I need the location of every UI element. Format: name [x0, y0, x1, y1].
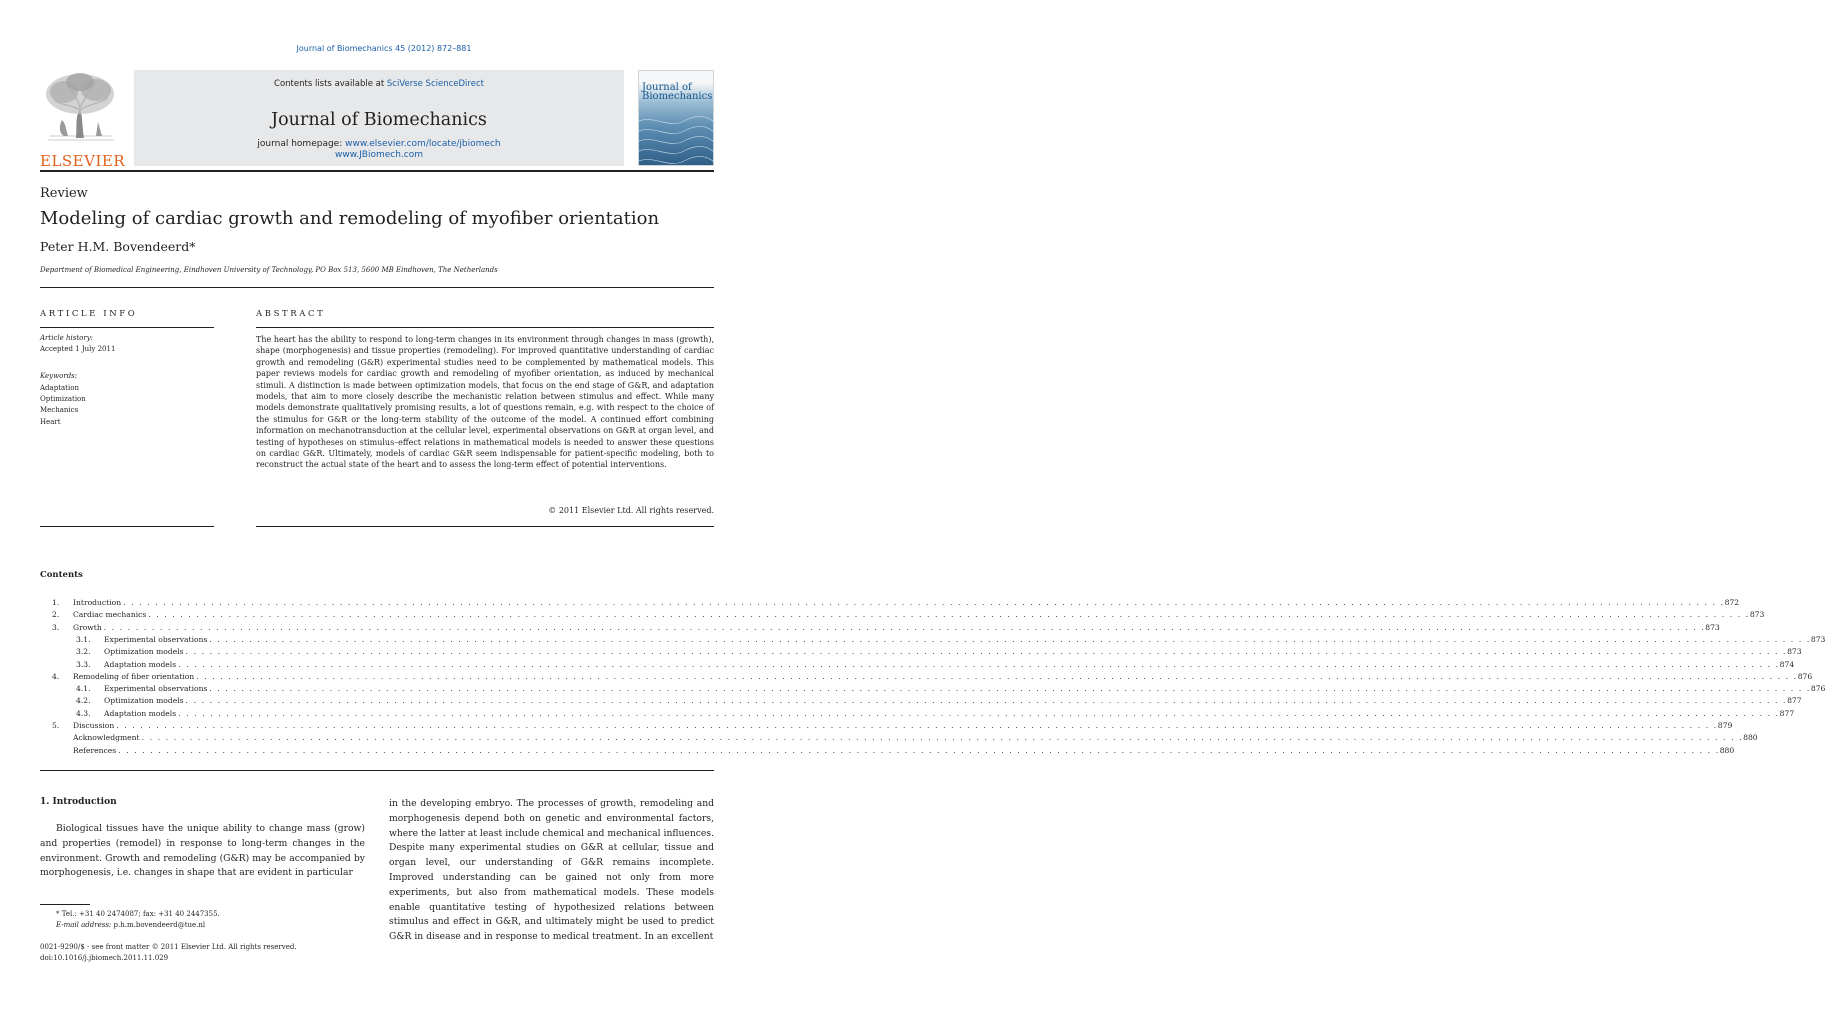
toc-subnumber: 3.3.	[76, 659, 91, 669]
contents-heading: Contents	[40, 570, 83, 580]
toc-title[interactable]: Introduction	[73, 598, 122, 607]
contents-bottom-rule	[40, 770, 714, 771]
author-affiliation: Department of Biomedical Engineering, Eindhoven University of Technology, PO Box 513, 5600 MB Eindhoven, The Netherlands	[40, 266, 498, 274]
toc-number: 1.	[52, 598, 60, 607]
toc-leader-dots: . . . . . . . . . . . . . . . . . . . . . . . . . . . . . . . . . . . . . . . . . . . . . . . . . . . . . . . . . . . . . . . . . . . . . . . . . . . . . . . . . . . . . . . . . . . . . . . . . . . . . . . . . . . . . . . . . . . . . . . . . . . . . . . . . . . . . . . . . . . . . . . . . . . . . . . . . . . . . . . . . . . . . . . . . . . . . . . . . . . . . . . . . . . . . . . . . . . . . . . .	[178, 708, 1780, 718]
keywords-label: Keywords:	[40, 372, 78, 380]
toc-subnumber: 4.3.	[76, 708, 91, 718]
homepage-link-jbiomech[interactable]: www.JBiomech.com	[335, 150, 423, 160]
abstract-heading: ABSTRACT	[256, 309, 326, 319]
toc-number: 4.	[52, 671, 60, 681]
author-footnote-mark[interactable]: *	[189, 239, 196, 254]
toc-entry[interactable]	[0, 683, 1825, 695]
keywords-list	[40, 383, 86, 428]
author-name[interactable]: Peter H.M. Bovendeerd	[40, 239, 190, 254]
cover-title: Journal of Biomechanics	[642, 82, 713, 102]
toc-page-number[interactable]: 876	[1810, 684, 1825, 694]
toc-page-number[interactable]: 873	[1787, 647, 1802, 657]
sciencedirect-link[interactable]: SciVerse ScienceDirect	[386, 79, 484, 89]
toc-leader-dots: . . . . . . . . . . . . . . . . . . . . . . . . . . . . . . . . . . . . . . . . . . . . . . . . . . . . . . . . . . . . . . . . . . . . . . . . . . . . . . . . . . . . . . . . . . . . . . . . . . . . . . . . . . . . . . . . . . . . . . . . . . . . . . . . . . . . . . . . . . . . . . . . . . . . . . . . . . . . . . . . . . . . . . . . . . . . . . . . . . . . . . . . . . . . . . . . . . . . . . . .	[116, 721, 1718, 730]
footnote-rule	[40, 904, 90, 905]
toc-leader-dots: . . . . . . . . . . . . . . . . . . . . . . . . . . . . . . . . . . . . . . . . . . . . . . . . . . . . . . . . . . . . . . . . . . . . . . . . . . . . . . . . . . . . . . . . . . . . . . . . . . . . . . . . . . . . . . . . . . . . . . . . . . . . . . . . . . . . . . . . . . . . . . . . . . . . . . . . . . . . . . . . . . . . . . . . . . . . . . . . . . . . . . . . . . . . . . . . . . . . . . . .	[185, 696, 1788, 706]
toc-entry[interactable]	[0, 695, 1802, 707]
toc-entry[interactable]	[0, 720, 1733, 732]
toc-page-number[interactable]: 879	[1717, 721, 1733, 730]
footnote-email-line	[40, 920, 365, 931]
journal-cover-image[interactable]	[638, 70, 714, 166]
toc-entry[interactable]	[0, 646, 1802, 658]
cover-pattern-icon	[639, 111, 715, 167]
toc-page-number[interactable]: 873	[1810, 634, 1825, 644]
history-label: Article history:	[40, 334, 94, 342]
elsevier-logo[interactable]	[40, 70, 126, 170]
article-info-heading: ARTICLE INFO	[40, 309, 138, 319]
abstract-bottom-rule	[256, 526, 714, 527]
abstract-copyright: © 2011 Elsevier Ltd. All rights reserved.	[548, 506, 714, 515]
footnote-phone: Tel.: +31 40 2474087; fax: +31 40 2447355.	[61, 910, 220, 918]
body-paragraph-left: Biological tissues have the unique ability to change mass (grow) and properties (remodel) in response to long-term changes in the environment. Growth and remodeling (G&R) may be accompanied by morphogenesis, i.e. changes in shape that are evident in particular	[40, 823, 365, 879]
journal-title: Journal of Biomechanics	[271, 110, 487, 130]
article-info-rule	[40, 327, 214, 328]
toc-leader-dots: . . . . . . . . . . . . . . . . . . . . . . . . . . . . . . . . . . . . . . . . . . . . . . . . . . . . . . . . . . . . . . . . . . . . . . . . . . . . . . . . . . . . . . . . . . . . . . . . . . . . . . . . . . . . . . . . . . . . . . . . . . . . . . . . . . . . . . . . . . . . . . . . . . . . . . . . . . . . . . . . . . . . . . . . . . . . . . . . . . . . . . . . . . . . . . . . . . . . . . . .	[178, 659, 1780, 669]
footnote-mark: *	[56, 910, 60, 918]
toc-entry[interactable]	[0, 745, 1735, 757]
toc-leader-dots: . . . . . . . . . . . . . . . . . . . . . . . . . . . . . . . . . . . . . . . . . . . . . . . . . . . . . . . . . . . . . . . . . . . . . . . . . . . . . . . . . . . . . . . . . . . . . . . . . . . . . . . . . . . . . . . . . . . . . . . . . . . . . . . . . . . . . . . . . . . . . . . . . . . . . . . . . . . . . . . . . . . . . . . . . . . . . . . . . . . . . . . . . . . . . . . . . . . . . . . .	[185, 647, 1788, 657]
contents-available-line	[134, 79, 624, 89]
footnote-contact-line	[40, 909, 365, 920]
toc-title[interactable]: Optimization models	[104, 696, 184, 706]
keyword-item[interactable]: Heart	[40, 417, 61, 426]
toc-title[interactable]: Growth	[73, 622, 102, 632]
toc-title[interactable]: Experimental observations	[104, 684, 208, 694]
toc-title[interactable]: Remodeling of fiber orientation	[73, 671, 195, 681]
elsevier-tree-icon	[40, 70, 122, 146]
elsevier-wordmark: ELSEVIER	[40, 152, 126, 170]
homepage-link-elsevier[interactable]: www.elsevier.com/locate/jbiomech	[345, 139, 501, 149]
toc-page-number[interactable]: 876	[1797, 671, 1813, 681]
keyword-item[interactable]: Mechanics	[40, 406, 79, 415]
toc-title[interactable]: Cardiac mechanics	[73, 610, 147, 620]
toc-title[interactable]: References	[73, 745, 117, 755]
abstract-rule	[256, 327, 714, 328]
footnote-email-link[interactable]: p.h.m.bovendeerd@tue.nl	[113, 921, 206, 929]
toc-number: 3.	[52, 622, 60, 632]
toc-page-number[interactable]: 872	[1724, 598, 1740, 607]
toc-number: 2.	[52, 610, 60, 620]
article-title: Modeling of cardiac growth and remodeling of myofiber orientation	[40, 208, 660, 229]
toc-title[interactable]: Experimental observations	[104, 634, 208, 644]
abstract-text: The heart has the ability to respond to long-term changes in its environment through changes in mass (growth), shape (morphogenesis) and tissue properties (remodeling). For improved quantitative understanding of cardiac growth and remodeling (G&R) experimental studies need to be complemented by mathematical models. This paper reviews models for cardiac growth and remodeling of myofiber orientation, as induced by mechanical stimuli. A distinction is made between optimization models, that focus on the end stage of G&R, and adaptation models, that aim to more closely describe the mechanistic relation between stimulus and effect. While many models demonstrate qualitatively promising results, a lot of questions remain, e.g. with respect to the choice of the stimulus for G&R or the long-term stability of the outcome of the model. A continued effort combining information on mechanotransduction at the cellular level, experimental observations on G&R at organ level, and testing of hypotheses on stimulus–effect relations in mathematical models is needed to answer these questions on cardiac G&R. Ultimately, models of cardiac G&R seem indispensable for patient-specific modeling, both to reconstruct the actual state of the heart and to assess the long-term effect of potential interventions.	[256, 335, 714, 470]
toc-subnumber: 3.2.	[76, 647, 91, 657]
toc-title[interactable]: Optimization models	[104, 647, 184, 657]
toc-subnumber: 4.2.	[76, 696, 91, 706]
toc-entry[interactable]	[0, 732, 1758, 744]
body-paragraph-right: in the developing embryo. The processes of growth, remodeling and morphogenesis depend both on genetic and environmental factors, where the latter at least include chemical and mechanical influences. Despite many experimental studies on G&R at cellular, tissue and organ level, our understanding of G&R remains incomplete. Improved understanding can be gained not only from more experiments, but also from mathematical models. These models enable quantitative testing of hypothesized relations between stimulus and effect in G&R, and ultimately might be used to predict G&R in disease and in response to medical treatment. In an excellent	[389, 798, 714, 943]
toc-entry[interactable]	[0, 622, 1720, 634]
toc-subnumber: 3.1.	[76, 634, 91, 644]
toc-leader-dots: . . . . . . . . . . . . . . . . . . . . . . . . . . . . . . . . . . . . . . . . . . . . . . . . . . . . . . . . . . . . . . . . . . . . . . . . . . . . . . . . . . . . . . . . . . . . . . . . . . . . . . . . . . . . . . . . . . . . . . . . . . . . . . . . . . . . . . . . . . . . . . . . . . . . . . . . . . . . . . . . . . . . . . . . . . . . . . . . . . . . . . . . . . . . . . . . . . . . . . . .	[103, 622, 1706, 632]
journal-citation-link[interactable]: Journal of Biomechanics 45 (2012) 872–881	[296, 44, 472, 53]
toc-leader-dots: . . . . . . . . . . . . . . . . . . . . . . . . . . . . . . . . . . . . . . . . . . . . . . . . . . . . . . . . . . . . . . . . . . . . . . . . . . . . . . . . . . . . . . . . . . . . . . . . . . . . . . . . . . . . . . . . . . . . . . . . . . . . . . . . . . . . . . . . . . . . . . . . . . . . . . . . . . . . . . . . . . . . . . . . . . . . . . . . . . . . . . . . . . . . . . . . . . . . . . . .	[141, 733, 1744, 743]
toc-page-number[interactable]: 877	[1787, 696, 1802, 706]
footnote-email-label: E-mail address:	[56, 921, 112, 929]
history-value: Accepted 1 July 2011	[40, 345, 116, 353]
journal-homepage	[134, 139, 624, 161]
section-heading-introduction: 1. Introduction	[40, 797, 117, 807]
toc-entry[interactable]	[0, 671, 1813, 683]
author-line	[40, 239, 195, 254]
toc-title[interactable]: Adaptation models	[104, 659, 177, 669]
toc-entry[interactable]	[0, 597, 1740, 609]
author-footnote	[40, 909, 365, 931]
toc-entry[interactable]	[0, 634, 1825, 646]
toc-entry[interactable]	[0, 609, 1765, 621]
toc-leader-dots: . . . . . . . . . . . . . . . . . . . . . . . . . . . . . . . . . . . . . . . . . . . . . . . . . . . . . . . . . . . . . . . . . . . . . . . . . . . . . . . . . . . . . . . . . . . . . . . . . . . . . . . . . . . . . . . . . . . . . . . . . . . . . . . . . . . . . . . . . . . . . . . . . . . . . . . . . . . . . . . . . . . . . . . . . . . . . . . . . . . . . . . . . . . . . . . . . . . . . . . .	[123, 598, 1725, 607]
toc-leader-dots: . . . . . . . . . . . . . . . . . . . . . . . . . . . . . . . . . . . . . . . . . . . . . . . . . . . . . . . . . . . . . . . . . . . . . . . . . . . . . . . . . . . . . . . . . . . . . . . . . . . . . . . . . . . . . . . . . . . . . . . . . . . . . . . . . . . . . . . . . . . . . . . . . . . . . . . . . . . . . . . . . . . . . . . . . . . . . . . . . . . . . . . . . . . . . . . . . . . . . . . .	[148, 610, 1750, 620]
toc-entry[interactable]	[0, 708, 1795, 720]
issn-line: 0021-9290/$ - see front matter © 2011 Elsevier Ltd. All rights reserved.	[40, 943, 297, 951]
toc-subnumber: 4.1.	[76, 684, 91, 694]
article-type: Review	[40, 186, 88, 201]
issn-doi-block	[40, 942, 297, 964]
header-rule	[40, 170, 714, 172]
toc-leader-dots: . . . . . . . . . . . . . . . . . . . . . . . . . . . . . . . . . . . . . . . . . . . . . . . . . . . . . . . . . . . . . . . . . . . . . . . . . . . . . . . . . . . . . . . . . . . . . . . . . . . . . . . . . . . . . . . . . . . . . . . . . . . . . . . . . . . . . . . . . . . . . . . . . . . . . . . . . . . . . . . . . . . . . . . . . . . . . . . . . . . . . . . . . . . . . . . . . . . . . . . .	[209, 684, 1811, 694]
toc-leader-dots: . . . . . . . . . . . . . . . . . . . . . . . . . . . . . . . . . . . . . . . . . . . . . . . . . . . . . . . . . . . . . . . . . . . . . . . . . . . . . . . . . . . . . . . . . . . . . . . . . . . . . . . . . . . . . . . . . . . . . . . . . . . . . . . . . . . . . . . . . . . . . . . . . . . . . . . . . . . . . . . . . . . . . . . . . . . . . . . . . . . . . . . . . . . . . . . . . . . . . . . .	[118, 745, 1720, 755]
title-divider	[40, 287, 714, 288]
toc-entry[interactable]	[0, 659, 1795, 671]
toc-page-number[interactable]: 873	[1705, 622, 1720, 632]
toc-title[interactable]: Discussion	[73, 721, 115, 730]
article-info-bottom-rule	[40, 526, 214, 527]
toc-leader-dots: . . . . . . . . . . . . . . . . . . . . . . . . . . . . . . . . . . . . . . . . . . . . . . . . . . . . . . . . . . . . . . . . . . . . . . . . . . . . . . . . . . . . . . . . . . . . . . . . . . . . . . . . . . . . . . . . . . . . . . . . . . . . . . . . . . . . . . . . . . . . . . . . . . . . . . . . . . . . . . . . . . . . . . . . . . . . . . . . . . . . . . . . . . . . . . . . . . . . . . . .	[209, 634, 1811, 644]
toc-number: 5.	[52, 721, 60, 730]
toc-page-number[interactable]: 880	[1719, 745, 1735, 755]
doi-link[interactable]: doi:10.1016/j.jbiomech.2011.11.029	[40, 954, 169, 962]
contents-prefix: Contents lists available at	[274, 79, 387, 89]
toc-page-number[interactable]: 873	[1749, 610, 1765, 620]
toc-page-number[interactable]: 877	[1779, 708, 1795, 718]
toc-leader-dots: . . . . . . . . . . . . . . . . . . . . . . . . . . . . . . . . . . . . . . . . . . . . . . . . . . . . . . . . . . . . . . . . . . . . . . . . . . . . . . . . . . . . . . . . . . . . . . . . . . . . . . . . . . . . . . . . . . . . . . . . . . . . . . . . . . . . . . . . . . . . . . . . . . . . . . . . . . . . . . . . . . . . . . . . . . . . . . . . . . . . . . . . . . . . . . . . . . . . . . . .	[196, 671, 1798, 681]
toc-page-number[interactable]: 874	[1779, 659, 1795, 669]
journal-banner	[134, 70, 624, 166]
homepage-label: journal homepage:	[257, 139, 346, 149]
keyword-item[interactable]: Optimization	[40, 395, 86, 404]
keyword-item[interactable]: Adaptation	[40, 384, 79, 392]
toc-page-number[interactable]: 880	[1743, 733, 1758, 743]
toc-title[interactable]: Acknowledgment	[73, 733, 140, 743]
toc-title[interactable]: Adaptation models	[104, 708, 177, 718]
